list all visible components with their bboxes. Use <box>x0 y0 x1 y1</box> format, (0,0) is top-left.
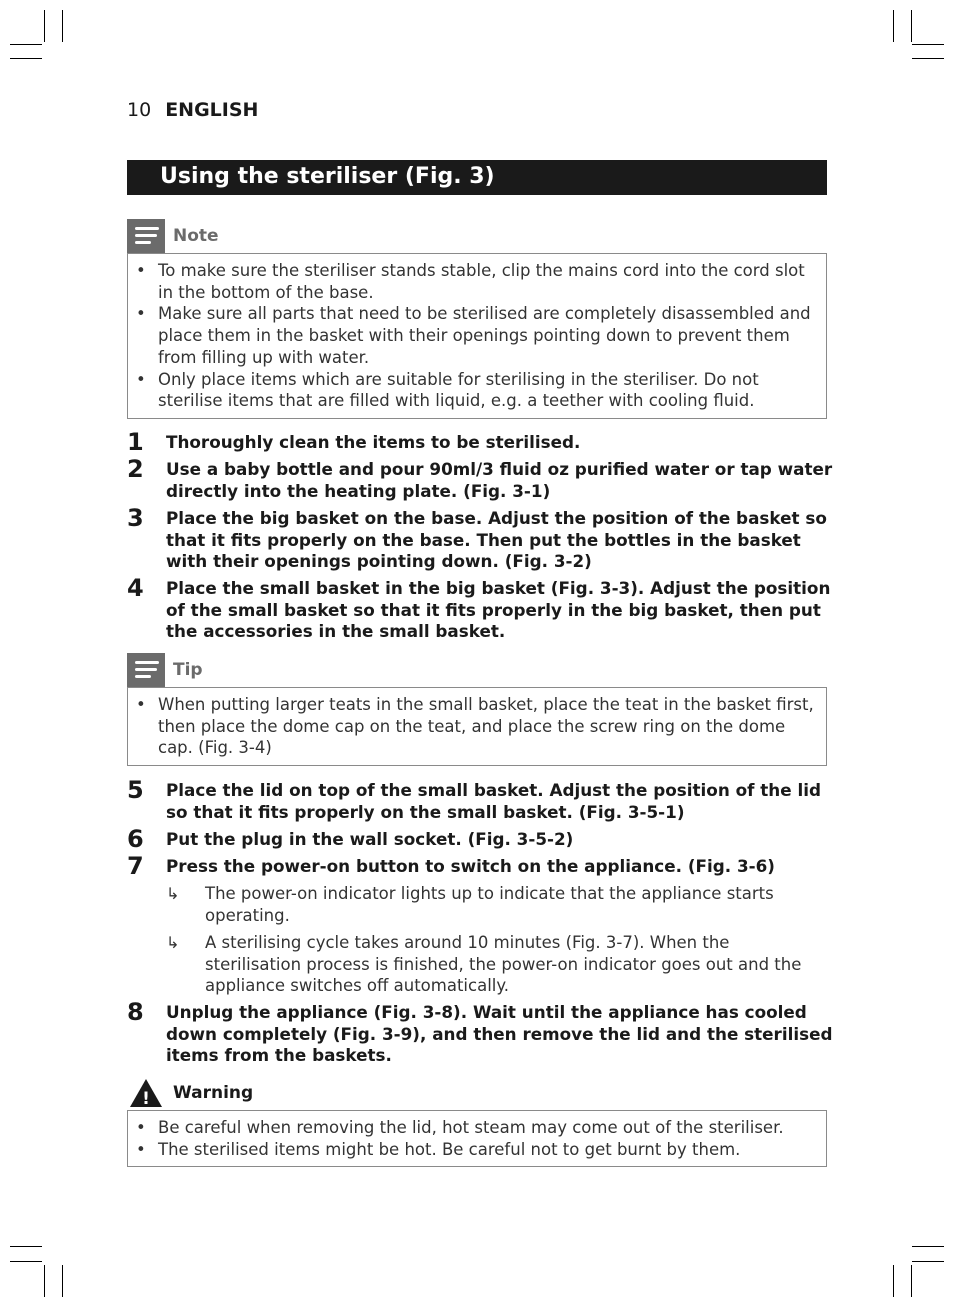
warning-triangle-icon <box>127 1076 165 1110</box>
warning-item: • Be careful when removing the lid, hot steam may come out of the steriliser. <box>136 1118 784 1137</box>
result-arrow-icon: ↳ <box>166 933 180 952</box>
crop-mark <box>10 1261 42 1262</box>
note-item: • Only place items which are suitable for sterilising in the steriliser. Do not sterilise items that are filled with liquid, e.g. a teether with cooling fluid. <box>136 369 759 411</box>
tip-item: • When putting larger teats in the small basket, place the teat in the basket first, then place the dome cap on the teat, and place the screw ring on the dome cap. (Fig. 3-4) <box>136 695 814 758</box>
crop-mark <box>10 58 42 59</box>
step-text: Put the plug in the wall socket. (Fig. 3-5-2) <box>166 829 574 849</box>
crop-mark <box>62 1265 63 1297</box>
result-item: ↳ The power-on indicator lights up to indicate that the appliance starts operating. <box>166 884 774 925</box>
step-number: 8 <box>127 998 144 1026</box>
crop-mark <box>911 10 912 42</box>
crop-mark <box>44 10 45 42</box>
note-lines-icon <box>127 219 165 253</box>
crop-mark <box>10 1246 42 1247</box>
step-text: Press the power-on button to switch on the appliance. (Fig. 3-6) <box>166 856 775 876</box>
step-1 <box>127 428 837 456</box>
step-6 <box>127 825 837 853</box>
tip-lines-icon <box>127 653 165 687</box>
language-label: ENGLISH <box>165 99 259 121</box>
crop-mark <box>912 58 944 59</box>
step-text: Unplug the appliance (Fig. 3-8). Wait until the appliance has cooled down completely (Fig. 3-9), and then remove the lid and the sterilised items from the baskets. <box>166 1002 833 1066</box>
tip-label: Tip <box>173 660 203 680</box>
note-tab <box>127 219 827 253</box>
crop-mark <box>912 1246 944 1247</box>
page-header <box>127 99 258 121</box>
step-text: Place the lid on top of the small basket. Adjust the position of the lid so that it fits properly on the small basket. (Fig. 3-5-1) <box>166 780 821 822</box>
step-4 <box>127 574 837 643</box>
step-7 <box>127 852 837 880</box>
warning-item: • The sterilised items might be hot. Be careful not to get burnt by them. <box>136 1139 741 1159</box>
bullet-icon: • <box>136 369 146 389</box>
crop-mark <box>911 1265 912 1297</box>
note-item: • Make sure all parts that need to be sterilised are completely disassembled and place them in the basket with their openings pointing down to prevent them from filling up with water. <box>136 304 811 367</box>
tip-callout <box>127 653 827 766</box>
step-number: 7 <box>127 852 144 880</box>
crop-mark <box>893 10 894 42</box>
warning-callout <box>127 1076 827 1167</box>
crop-mark <box>893 1265 894 1297</box>
step-number: 2 <box>127 455 144 483</box>
bullet-icon: • <box>136 261 146 280</box>
crop-mark <box>44 1265 45 1297</box>
crop-mark <box>62 10 63 42</box>
result-arrow-icon: ↳ <box>166 884 180 903</box>
step-number: 5 <box>127 776 144 804</box>
crop-mark <box>10 44 42 45</box>
crop-mark <box>912 44 944 45</box>
step-2 <box>127 455 837 502</box>
section-title: Using the steriliser (Fig. 3) <box>127 160 827 195</box>
warning-box <box>127 1110 827 1167</box>
warning-label: Warning <box>173 1083 254 1103</box>
step-text: Use a baby bottle and pour 90ml/3 fluid oz purified water or tap water directly into the heating plate. (Fig. 3-1) <box>166 459 833 501</box>
svg-text:!: ! <box>142 1089 150 1109</box>
note-label: Note <box>173 226 219 246</box>
step-5 <box>127 776 837 823</box>
page-number: 10 <box>127 99 152 121</box>
warning-tab <box>127 1076 827 1110</box>
note-box <box>127 253 827 419</box>
step-number: 4 <box>127 574 144 602</box>
step-number: 3 <box>127 504 144 532</box>
step-number: 6 <box>127 825 144 853</box>
bullet-icon: • <box>136 1139 146 1159</box>
step-text: Thoroughly clean the items to be sterilised. <box>166 432 581 452</box>
tip-box <box>127 687 827 766</box>
note-callout <box>127 219 827 419</box>
bullet-icon: • <box>136 304 146 324</box>
step-text: Place the big basket on the base. Adjust the position of the basket so that it fits properly on the base. Then put the bottles in the basket with their openings pointing down. (Fig. 3-2) <box>166 508 827 572</box>
tip-tab <box>127 653 827 687</box>
bullet-icon: • <box>136 695 146 714</box>
note-item: • To make sure the steriliser stands stable, clip the mains cord into the cord slot in the bottom of the base. <box>136 261 805 302</box>
step-3 <box>127 504 837 573</box>
crop-mark <box>912 1261 944 1262</box>
step-8 <box>127 998 837 1067</box>
step-text: Place the small basket in the big basket (Fig. 3-3). Adjust the position of the small basket so that it fits properly in the big basket, then put the accessories in the small basket. <box>166 578 831 642</box>
bullet-icon: • <box>136 1118 146 1137</box>
result-item: ↳ A sterilising cycle takes around 10 minutes (Fig. 3-7). When the sterilisation process is finished, the power-on indicator goes out and the appliance switches off automatically. <box>166 933 802 996</box>
step-number: 1 <box>127 428 144 456</box>
